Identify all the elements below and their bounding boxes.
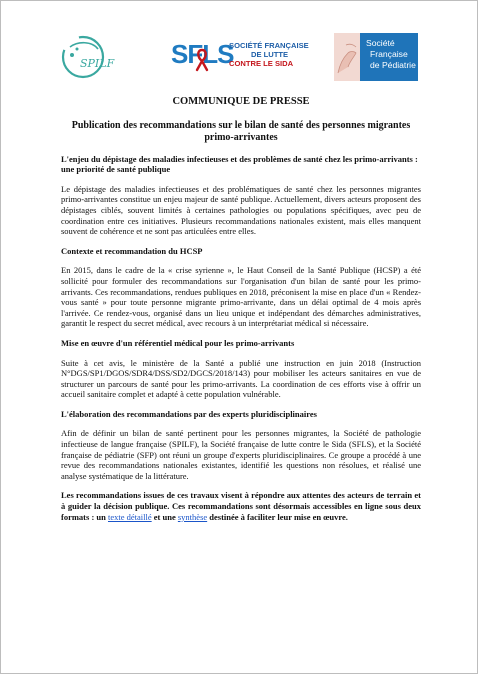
closing-text-before: Les recommandations issues de ces travaux visent à répondre aux attentes des acteurs de terrain et à guider la décision publique. Ces recommandations sont désormais accessibles en ligne sous deux formats : un xyxy=(61,490,421,522)
document-title: COMMUNIQUE DE PRESSE xyxy=(172,96,310,107)
section-heading-2: Contexte et recommandation du HCSP xyxy=(61,245,203,256)
sfp-logo xyxy=(334,33,418,81)
press-release-body xyxy=(61,97,421,522)
document-subtitle: Publication des recommandations sur le bilan de santé des personnes migrantes primo-arrivantes xyxy=(71,119,411,143)
section-heading-4: L'élaboration des recommandations par des experts pluridisciplinaires xyxy=(61,408,317,419)
closing-text-middle: et une xyxy=(151,511,178,522)
red-ribbon-icon xyxy=(194,49,210,71)
closing-paragraph xyxy=(61,490,421,522)
section-body-1: Le dépistage des maladies infectieuses et des problématiques de santé chez les personnes migrantes primo-arrivantes constitue un enjeu majeur de santé publique. Actuellement, divers acteurs proposent des dépistages ciblés, souvent limités à certaines pathologies ou populations spécifiques, avec peu de coordination entre ces initiatives. Plusieurs recommandations nationales existent, mais elles manquent souvent de cohérence et ne sont pas articulées entre elles. xyxy=(61,183,421,237)
hands-icon xyxy=(334,33,360,81)
detailed-text-link[interactable]: texte détaillé xyxy=(107,511,152,522)
section-body-2: En 2015, dans le cadre de la « crise syrienne », le Haut Conseil de la Santé Publique (HCSP) a été sollicité pour formuler des recommandations sur l'organisation d'un bilan de santé pour les primo-arrivants. Ces recommandations, rendues publiques en 2018, préconisent la mise en place d'un « Rendez-vous santé » pour toute personne migrante primo-arrivante, dans un délai optimal de 4 mois après l'arrivée. Ce rendez-vous, organisé dans un lieu unique et indépendant des démarches administratives, garantit le respect du secret médical, avec recours à un interprétariat médical si nécessaire. xyxy=(61,265,421,329)
closing-text-after: destinée à faciliter leur mise en œuvre. xyxy=(207,511,348,522)
sfls-logo-text xyxy=(229,41,339,68)
sfp-line-1: Société xyxy=(366,38,395,48)
spilf-logo-text: SPILF xyxy=(80,57,115,70)
sfp-line-3: de Pédiatrie xyxy=(370,60,416,70)
sfp-line-2: Française xyxy=(370,49,408,59)
sfls-line-1: SOCIÉTÉ FRANÇAISE xyxy=(229,41,309,50)
summary-link[interactable]: synthèse xyxy=(177,511,208,522)
section-heading-3: Mise en œuvre d'un référentiel médical pour les primo-arrivants xyxy=(61,337,295,348)
sfls-logo xyxy=(171,37,331,81)
section-heading-1: L'enjeu du dépistage des maladies infectieuses et des problèmes de santé chez les primo-arrivants : une priorité de santé publique xyxy=(61,153,418,175)
sfls-line-2: DE LUTTE xyxy=(251,50,289,59)
section-body-4: Afin de définir un bilan de santé pertinent pour les personnes migrantes, la Société de pathologie infectieuse de langue française (SPILF), la Société française de lutte contre le Sida (SFLS), et la Société française de pédiatrie (SFP) ont réuni un groupe d'experts pluridisciplinaires. Ce groupe a procédé à une revue des recommandations nationales existantes, identifié les questions non résolues, et réalisé une analyse systématique de la littérature. xyxy=(61,428,421,481)
logo-bar xyxy=(1,31,477,83)
spilf-logo xyxy=(58,33,115,81)
sfls-line-3: CONTRE LE SIDA xyxy=(229,59,294,68)
sfp-logo-text xyxy=(366,38,416,71)
section-body-3: Suite à cet avis, le ministère de la Santé a publié une instruction en juin 2018 (Instruction N°DGS/SP1/DGOS/SDR4/DSS/SD2/DGCS/2018/143) pour mobiliser les acteurs sanitaires en vue de structurer un parcours de santé pour les primo-arrivants. La coordination de ces efforts vise à offrir un accueil sanitaire complet et adapté à cette population vulnérable. xyxy=(61,357,421,400)
sfls-logo-word: SFLS xyxy=(171,39,234,69)
